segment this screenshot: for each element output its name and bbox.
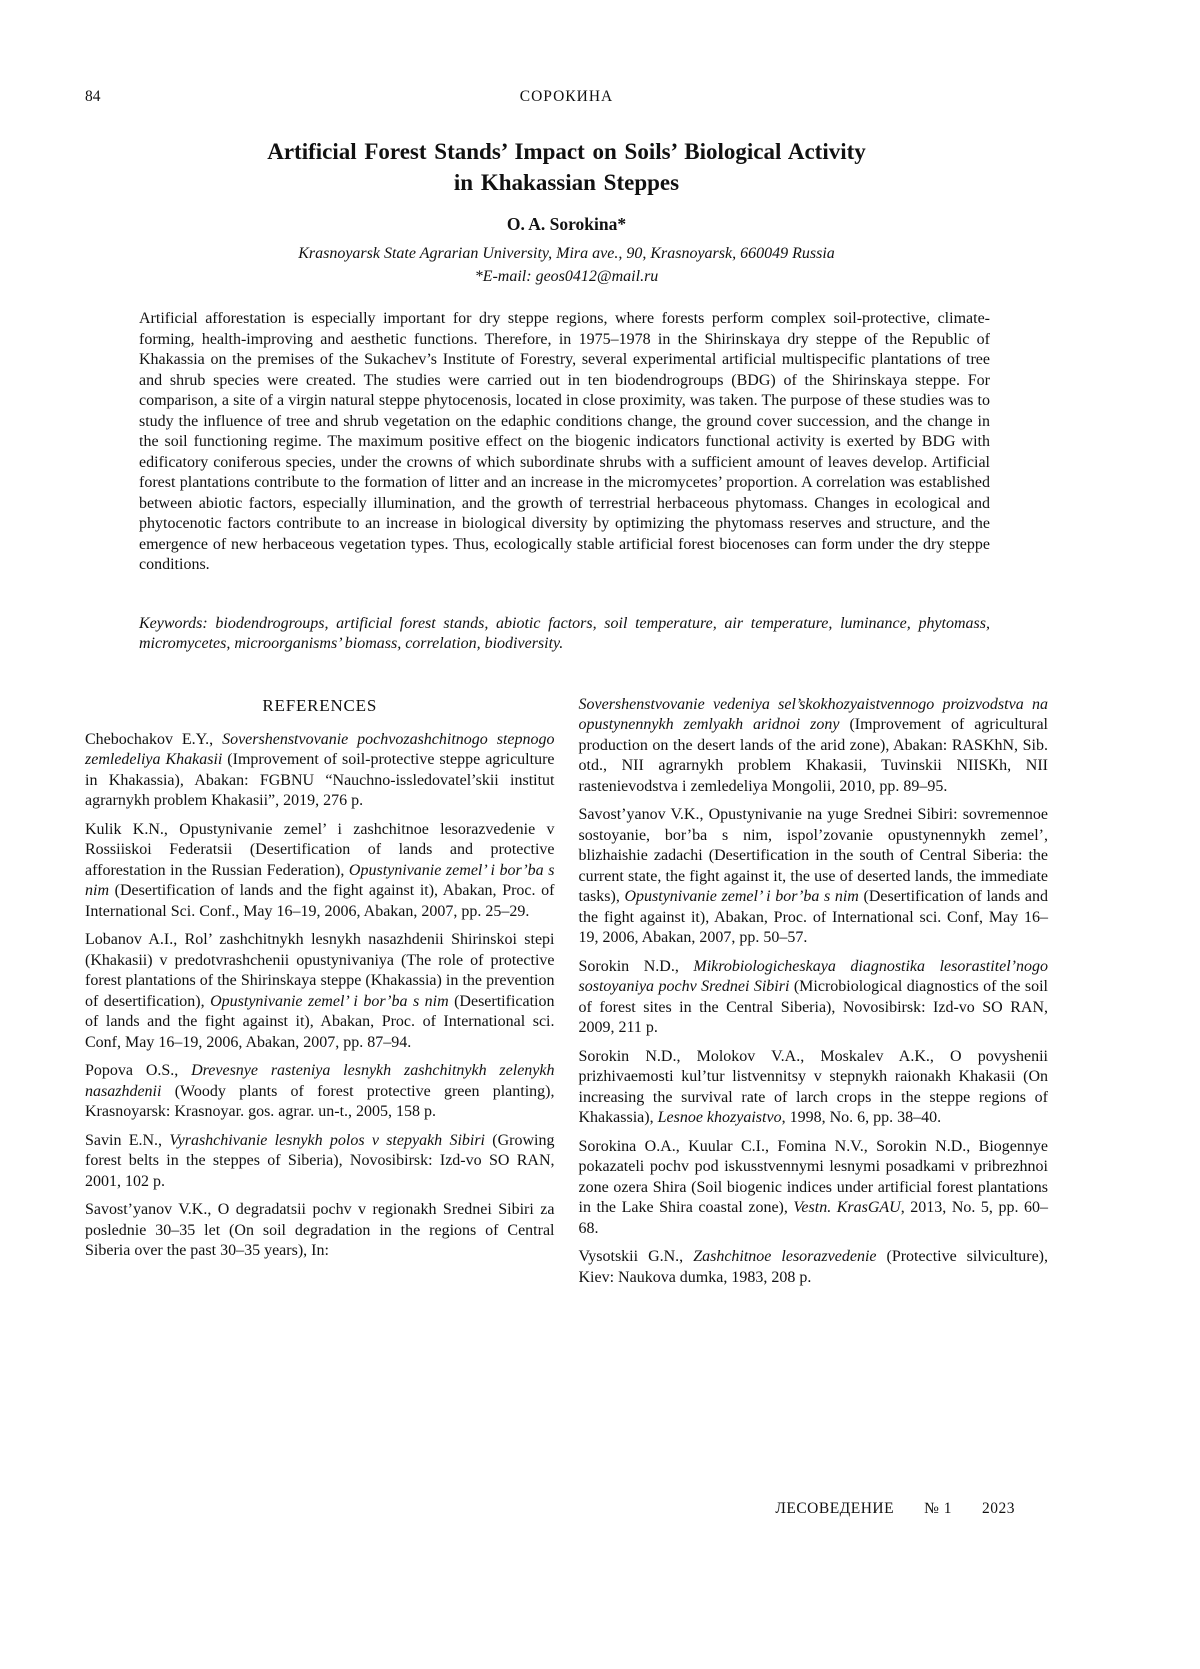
reference-text-segment: Savin E.N., <box>85 1131 170 1149</box>
reference-text-segment: (Improvement of agricultural production on the desert lands of the arid zone), Abakan: RASKhN, Sib. otd., NII agrarnykh problem Khakasii, Tuvinskii NIISKh, NII rastenievodstva i zemledeliya Mongolii, 2010, pp. 89–95. <box>578 716 1049 795</box>
reference-item <box>85 820 555 923</box>
page-number: 84 <box>85 88 101 105</box>
references-right-column <box>579 695 1049 1297</box>
reference-item <box>579 1047 1049 1129</box>
keywords-line: Keywords: biodendrogroups, artificial forest stands, abiotic factors, soil temperature, air temperature, luminance, phytomass, micromycetes, microorganisms’ biomass, correlation, biodiversity. <box>139 614 990 652</box>
reference-item <box>85 1131 555 1193</box>
reference-text-segment: (Growing forest belts in the steppes of Siberia), Novosibirsk: Izd-vo SO RAN, 2001, 102 p. <box>85 1131 555 1190</box>
footer-issue-number: № 1 <box>924 1500 952 1517</box>
reference-text-segment: Lobanov A.I., Rol’ zashchitnykh lesnykh nasazhdenii Shirinskoi stepi (Khakasii) v predotvrashchenii opustynivaniya (The role of protective forest plantations of the Shirinskaya steppe (Khakassia) in the prevention of desertification), <box>85 931 555 1010</box>
footer-journal-name: ЛЕСОВЕДЕНИЕ <box>775 1500 895 1517</box>
article-title-line-2: in Khakassian Steppes <box>453 170 680 195</box>
references-left-column <box>85 695 555 1297</box>
reference-text-segment: Savost’yanov V.K., O degradatsii pochv v regionakh Srednei Sibiri za poslednie 30–35 let (On soil degradation in the regions of Central Siberia over the past 30–35 years), In: <box>85 1201 555 1259</box>
reference-text-segment: (Protective silviculture), Kiev: Naukova dumka, 1983, 208 p. <box>578 1248 1048 1286</box>
reference-item <box>579 1247 1049 1288</box>
reference-item <box>579 695 1049 798</box>
reference-item <box>85 930 555 1053</box>
reference-text-segment: Opustynivanie zemel’ i bor’ba s nim <box>210 992 449 1010</box>
reference-text-segment: Opustynivanie zemel’ i bor’ba s nim <box>85 861 555 899</box>
reference-text-segment: Zashchitnoe lesorazvedenie <box>693 1248 877 1265</box>
author-name: O. A. Sorokina* <box>506 214 627 234</box>
reference-item <box>579 1137 1049 1240</box>
reference-text-segment: (Desertification of lands and the fight against it), Abakan, Proc. of International sci. Conf, May 16–19, 2006, Abakan, 2007, pp. 87–94. <box>85 992 555 1051</box>
reference-text-segment: , 1998, No. 6, pp. 38–40. <box>781 1109 942 1126</box>
reference-text-segment: (Desertification of lands and the fight against it), Abakan, Proc. of International sci. Conf, May 16–19, 2006, Abakan, 2007, pp. 50–57. <box>578 888 1048 946</box>
reference-text-segment: Mikrobiologicheskaya diagnostika lesorastitel’nogo sostoyaniya pochv Srednei Sibiri <box>578 957 1049 995</box>
reference-text-segment: , 2013, No. 5, pp. 60–68. <box>578 1199 1048 1237</box>
journal-footer <box>775 1500 1015 1518</box>
reference-text-segment: Opustynivanie zemel’ i bor’ba s nim <box>624 888 859 905</box>
reference-text-segment: Kulik K.N., Opustynivanie zemel’ i zashchitnoe lesorazvedenie v Rossiiskoi Federatsii (Desertification of lands and protective afforestation in the Russian Federation), <box>85 820 555 879</box>
affiliation: Krasnoyarsk State Agrarian University, Mira ave., 90, Krasnoyarsk, 660049 Russia <box>298 245 835 262</box>
reference-text-segment: Drevesnye rasteniya lesnykh zashchitnykh zelenykh nasazhdenii <box>85 1062 555 1100</box>
reference-text-segment: Vyrashchivanie lesnykh polos v stepyakh Sibiri <box>169 1131 486 1149</box>
reference-text-segment: Popova O.S., <box>85 1062 192 1079</box>
reference-text-segment: Chebochakov E.Y., <box>85 730 223 748</box>
reference-text-segment: (Improvement of soil-protective steppe agriculture in Khakassia), Abakan: FGBNU “Nauchno-issledovatel’skii institut agrarnykh problem Khakasii”, 2019, 276 p. <box>85 751 555 809</box>
reference-item <box>85 1200 555 1262</box>
reference-item <box>85 1061 555 1123</box>
reference-text-segment: (Woody plants of forest protective green planting), Krasnoyarsk: Krasnoyar. gos. agrar. un-t., 2005, 158 p. <box>85 1082 555 1120</box>
reference-text-segment: (Desertification of lands and the fight against it), Abakan, Proc. of International Sci. Conf., May 16–19, 2006, Abakan, 2007, pp. 25–29. <box>85 882 555 920</box>
running-head: СОРОКИНА <box>519 88 614 105</box>
reference-text-segment: Sorokin N.D., <box>578 957 694 975</box>
abstract-paragraph: Artificial afforestation is especially important for dry steppe regions, where forests perform complex soil-protective, climate-forming, health-improving and aesthetic functions. Therefore, in 1975–1978 in the Shirinskaya dry steppe of the Republic of Khakassia on the premises of the Sukachev’s Institute of Forestry, several experimental artificial multispecific plantations of tree and shrub species were created. The studies were carried out in ten biodendrogroups (BDG) of the Shirinskaya steppe. For comparison, a site of a virgin natural steppe phytocenosis, located in close proximity, was taken. The purpose of these studies was to study the influence of tree and shrub vegetation on the edaphic conditions change, the ground cover succession, and the change in the soil functioning regime. The maximum positive effect on the biogenic indicators functional activity is exerted by BDG with edificatory coniferous species, under the crowns of which subordinate shrubs with a sufficient amount of leaves develop. Artificial forest plantations contribute to the formation of litter and an increase in the micromycetes’ proportion. A correlation was established between abiotic factors, especially illumination, and the growth of terrestrial herbaceous phytomass. Changes in ecological and phytocenotic factors contribute to an increase in biological diversity by optimizing the phytomass reserves and structure, and the emergence of new herbaceous vegetation types. Thus, ecologically stable artificial forest biocenoses can form under the dry steppe conditions. <box>139 310 990 573</box>
reference-text-segment: Sorokina O.A., Kuular C.I., Fomina N.V., Sorokin N.D., Biogennye pokazateli pochv pod iskusstvennymi lesnymi posadkami v pribrezhnoi zone ozera Shira (Soil biogenic indices under artificial forest plantations in the Lake Shira coastal zone), <box>578 1137 1048 1216</box>
email-line: *E-mail: geos0412@mail.ru <box>474 268 659 285</box>
page-header <box>85 88 1048 110</box>
footer-year: 2023 <box>982 1500 1015 1517</box>
references-heading: REFERENCES <box>262 695 378 715</box>
reference-item <box>579 805 1049 949</box>
reference-text-segment: Savost’yanov V.K., Opustynivanie na yuge Srednei Sibiri: sovremennoe sostoyanie, bor’ba s nim, ispol’zovanie opustynennykh zemel’, blizhaishie zadachi (Desertification in the south of Central Siberia: the current state, the fight against it, the use of deserted lands, the immediate tasks), <box>578 806 1048 905</box>
reference-text-segment: Vestn. KrasGAU <box>793 1199 901 1216</box>
reference-text-segment: Sorokin N.D., Molokov V.A., Moskalev A.K., O povyshenii prizhivaemosti kul’tur listvennitsy v stepnykh raionakh Khakasii (On increasing the survival rate of larch crops in the steppe regions of Khakassia), <box>578 1047 1048 1126</box>
reference-item <box>579 957 1049 1039</box>
reference-item <box>85 730 555 812</box>
reference-text-segment: Sovershenstvovanie vedeniya sel’skokhozyaistvennogo proizvodstva na opustynennykh zemlyakh aridnoi zony <box>578 695 1048 733</box>
article-title <box>85 136 1048 198</box>
reference-text-segment: Sovershenstvovanie pochvozashchitnogo stepnogo zemledeliya Khakasii <box>85 730 555 768</box>
references-section <box>85 695 1048 1297</box>
reference-text-segment: Vysotskii G.N., <box>578 1248 694 1265</box>
reference-text-segment: Lesnoe khozyaistvo <box>657 1109 782 1126</box>
reference-text-segment: (Microbiological diagnostics of the soil of forest sites in the Central Siberia), Novosibirsk: Izd-vo SO RAN, 2009, 211 p. <box>578 978 1048 1036</box>
article-title-line-1: Artificial Forest Stands’ Impact on Soils’ Biological Activity <box>267 139 866 164</box>
